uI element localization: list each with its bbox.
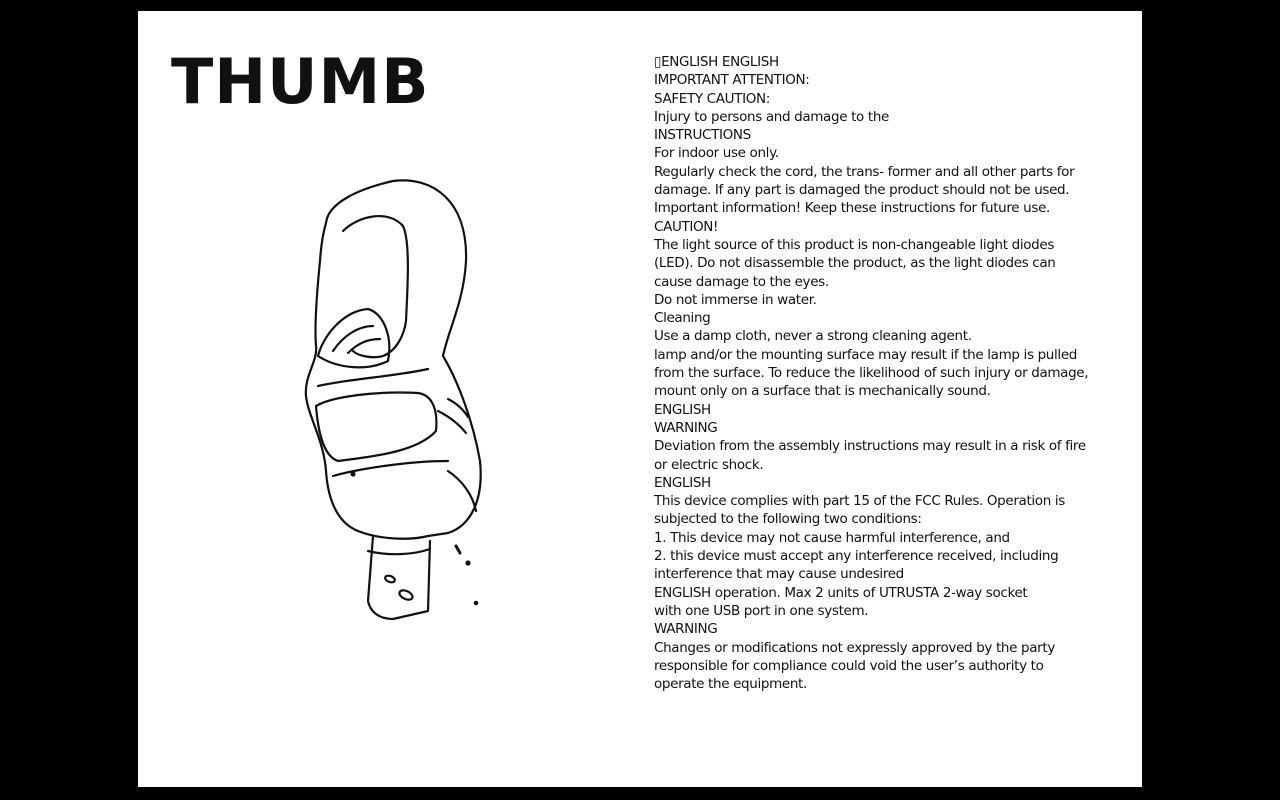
usb-led-lamp-illustration-icon bbox=[298, 171, 498, 621]
instruction-line: SAFETY CAUTION: bbox=[654, 90, 770, 107]
instruction-line: This device complies with part 15 of the FCC Rules. Operation is bbox=[654, 493, 1065, 510]
instruction-line: Use a damp cloth, never a strong cleaning agent. bbox=[654, 328, 972, 345]
instruction-line: ENGLISH bbox=[654, 401, 711, 418]
instructions-text bbox=[654, 53, 1094, 693]
instruction-line: lamp and/or the mounting surface may result if the lamp is pulled bbox=[654, 346, 1077, 363]
instruction-line: with one USB port in one system. bbox=[654, 602, 869, 619]
instruction-line: responsible for compliance could void the user’s authority to bbox=[654, 657, 1044, 674]
document-page bbox=[138, 11, 1142, 787]
instruction-line: interference that may cause undesired bbox=[654, 566, 904, 583]
instruction-line: operate the equipment. bbox=[654, 676, 807, 693]
instruction-line: mount only on a surface that is mechanically sound. bbox=[654, 383, 991, 400]
instruction-line: INSTRUCTIONS bbox=[654, 127, 751, 144]
instruction-line: ▯ENGLISH ENGLISH bbox=[654, 54, 779, 70]
instruction-line: Cleaning bbox=[654, 310, 711, 327]
instruction-line: damage. If any part is damaged the product should not be used. bbox=[654, 182, 1070, 199]
instruction-line: 2. this device must accept any interference received, including bbox=[654, 548, 1059, 565]
instruction-line: ENGLISH bbox=[654, 474, 711, 491]
instruction-line: subjected to the following two conditions: bbox=[654, 511, 922, 528]
instruction-line: (LED). Do not disassemble the product, as the light diodes can bbox=[654, 255, 1056, 272]
instruction-line: Important information! Keep these instructions for future use. bbox=[654, 200, 1050, 217]
instruction-line: Do not immerse in water. bbox=[654, 291, 817, 308]
instruction-line: CAUTION! bbox=[654, 218, 719, 235]
instruction-line: For indoor use only. bbox=[654, 145, 779, 162]
instruction-line: WARNING bbox=[654, 419, 718, 436]
instruction-line: IMPORTANT ATTENTION: bbox=[654, 72, 810, 89]
product-title: THUMB bbox=[171, 45, 430, 118]
instruction-line: The light source of this product is non-changeable light diodes bbox=[654, 236, 1055, 253]
instruction-line: Changes or modifications not expressly approved by the party bbox=[654, 639, 1055, 656]
instruction-line: ENGLISH operation. Max 2 units of UTRUSTA 2-way socket bbox=[654, 584, 1028, 601]
instruction-line: cause damage to the eyes. bbox=[654, 273, 829, 290]
instruction-line: WARNING bbox=[654, 621, 718, 638]
instruction-line: from the surface. To reduce the likelihood of such injury or damage, bbox=[654, 365, 1089, 382]
instruction-line: 1. This device may not cause harmful interference, and bbox=[654, 529, 1010, 546]
instruction-line: or electric shock. bbox=[654, 456, 764, 473]
instruction-line: Injury to persons and damage to the bbox=[654, 108, 889, 125]
instruction-line: Regularly check the cord, the trans- former and all other parts for bbox=[654, 163, 1075, 180]
instruction-line: Deviation from the assembly instructions may result in a risk of fire bbox=[654, 438, 1086, 455]
